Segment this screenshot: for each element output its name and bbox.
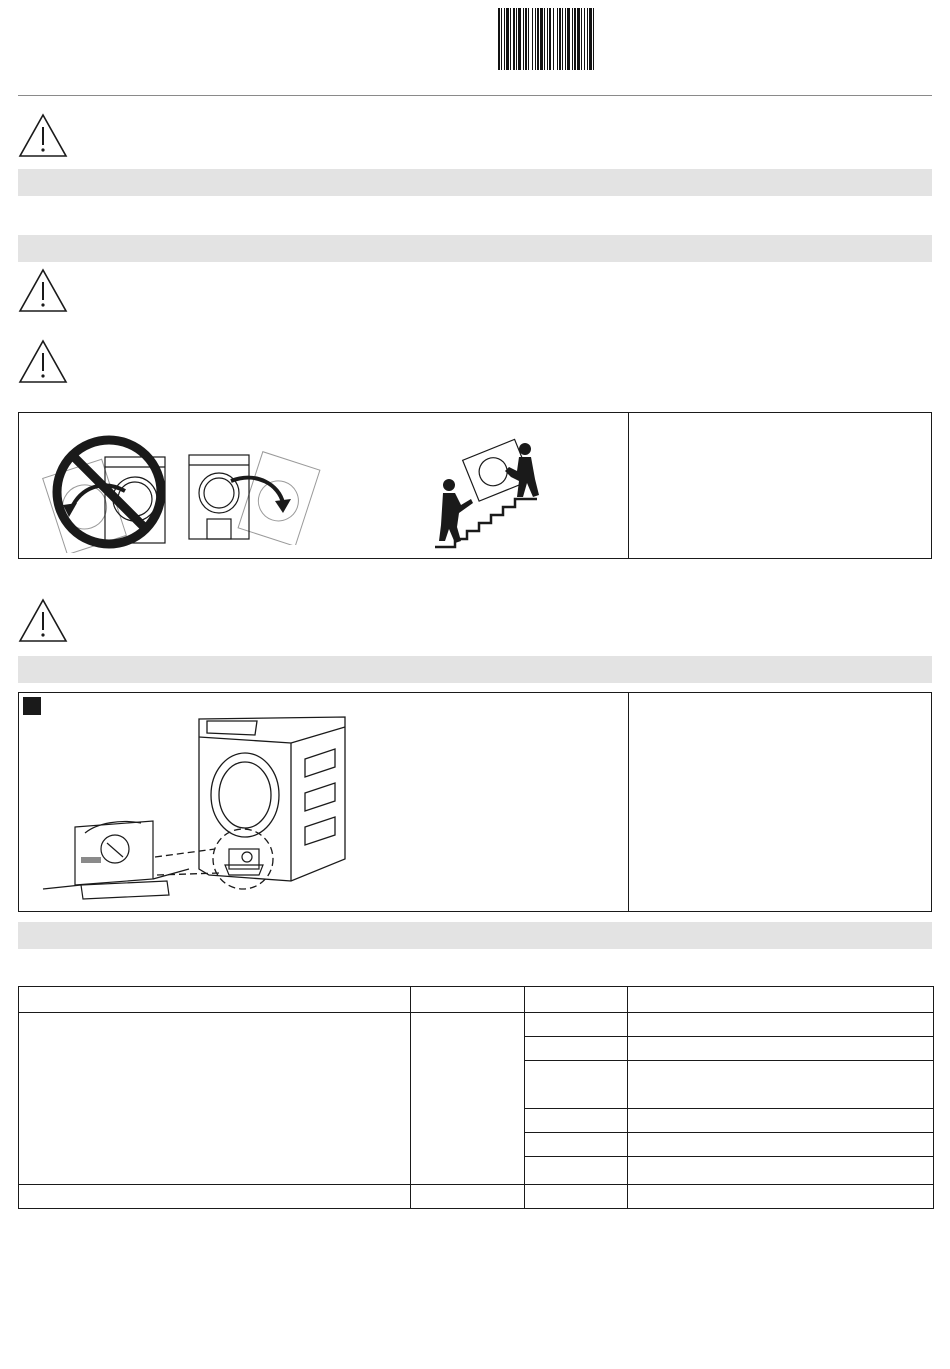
warning-triangle-icon — [18, 268, 68, 313]
table-cell — [525, 1133, 628, 1157]
table-row — [19, 1013, 934, 1037]
table-cell — [19, 987, 411, 1013]
figure-divider — [628, 413, 629, 558]
section-band — [18, 235, 932, 262]
table-cell — [19, 1013, 411, 1185]
table-cell — [525, 1037, 628, 1061]
table-cell — [525, 987, 628, 1013]
header-rule — [18, 95, 932, 96]
figure-divider — [628, 693, 629, 911]
washing-machine-icon — [29, 709, 359, 909]
transport-figure-box — [18, 412, 932, 559]
table-cell — [525, 1185, 628, 1209]
table-cell — [628, 1185, 934, 1209]
table-cell — [411, 1185, 525, 1209]
table-cell — [411, 1013, 525, 1185]
table-cell — [628, 987, 934, 1013]
two-person-carry-stairs-icon — [431, 437, 561, 553]
table-cell — [525, 1013, 628, 1037]
table-row — [19, 987, 934, 1013]
removal-figure-box — [18, 692, 932, 912]
table-cell — [628, 1133, 934, 1157]
section-band — [18, 922, 932, 949]
section-band — [18, 656, 932, 683]
table-cell — [628, 1037, 934, 1061]
table-cell — [628, 1157, 934, 1185]
prohibited-tilt-icon — [33, 429, 193, 553]
warning-triangle-icon — [18, 598, 68, 643]
table-cell — [19, 1185, 411, 1209]
tilt-correct-icon — [187, 449, 327, 545]
section-band — [18, 169, 932, 196]
table-row — [19, 1185, 934, 1209]
warning-triangle-icon — [18, 339, 68, 384]
table-cell — [628, 1061, 934, 1109]
table-cell — [628, 1109, 934, 1133]
specification-table — [18, 986, 934, 1209]
barcode-icon — [498, 8, 694, 70]
table-cell — [525, 1061, 628, 1109]
table-cell — [628, 1013, 934, 1037]
warning-triangle-icon — [18, 113, 68, 158]
table-cell — [411, 987, 525, 1013]
table-cell — [525, 1109, 628, 1133]
table-cell — [525, 1157, 628, 1185]
